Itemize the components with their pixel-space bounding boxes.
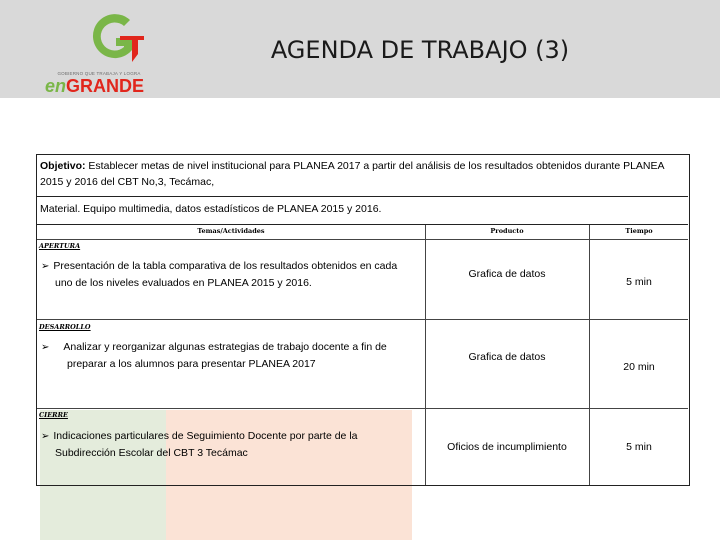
g-logo-icon bbox=[86, 10, 152, 66]
activity-apertura-line2: uno de los niveles evaluados en PLANEA 2015 y 2016. bbox=[55, 277, 312, 289]
header-row-divider bbox=[37, 239, 688, 240]
producto-desarrollo: Grafica de datos bbox=[468, 351, 546, 363]
header-producto: Producto bbox=[490, 227, 524, 235]
activity-apertura-line1: Presentación de la tabla comparativa de los resultados obtenidos en cada bbox=[53, 260, 398, 272]
activity-cierre-line2: Subdirección Escolar del CBT 3 Tecámac bbox=[55, 447, 248, 459]
arrow-bullet-icon: ➢ bbox=[41, 342, 50, 353]
producto-cierre: Oficios de incumplimiento bbox=[447, 441, 567, 453]
activity-apertura bbox=[41, 258, 421, 292]
section-divider-1 bbox=[37, 319, 688, 320]
material-text: Equipo multimedia, datos estadísticos de PLANEA 2015 y 2016. bbox=[80, 203, 382, 215]
arrow-bullet-icon: ➢ bbox=[41, 431, 50, 442]
material-label: Material. bbox=[40, 203, 81, 215]
logo-word-grande: GRANDE bbox=[66, 76, 145, 96]
tiempo-cierre: 5 min bbox=[626, 441, 652, 453]
logo-word bbox=[45, 77, 144, 95]
producto-apertura: Grafica de datos bbox=[468, 268, 546, 280]
activity-desarrollo bbox=[41, 339, 421, 373]
activity-desarrollo-line2: preparar a los alumnos para presentar PLANEA 2017 bbox=[67, 358, 316, 370]
logo-slogan: GOBIERNO QUE TRABAJA Y LOGRA bbox=[57, 71, 141, 76]
page-title: AGENDA DE TRABAJO (3) bbox=[270, 36, 570, 64]
objetivo-label: Objetivo: bbox=[40, 160, 86, 172]
objetivo-box bbox=[37, 155, 688, 197]
arrow-bullet-icon: ➢ bbox=[41, 261, 50, 272]
header-temas: Temas/Actividades bbox=[197, 227, 265, 235]
logo-word-en: en bbox=[45, 76, 67, 96]
activity-cierre bbox=[41, 428, 421, 462]
engrande-logo bbox=[40, 8, 152, 96]
section-desarrollo: DESARROLLO bbox=[39, 323, 91, 331]
agenda-document bbox=[36, 154, 690, 486]
section-divider-2 bbox=[37, 408, 688, 409]
activity-desarrollo-line1: Analizar y reorganizar algunas estrategias de trabajo docente a fin de bbox=[63, 341, 387, 353]
section-apertura: APERTURA bbox=[39, 242, 81, 250]
activity-cierre-line1: Indicaciones particulares de Seguimiento Docente por parte de la bbox=[53, 430, 358, 442]
section-cierre: CIERRE bbox=[39, 411, 68, 419]
header-tiempo: Tiempo bbox=[625, 227, 653, 235]
objetivo-text: Establecer metas de nivel institucional para PLANEA 2017 a partir del análisis de los resultados obtenidos durante PLANEA 2015 y 2016 del CBT No,3, Tecámac, bbox=[40, 160, 664, 188]
tiempo-apertura: 5 min bbox=[626, 276, 652, 288]
tiempo-desarrollo: 20 min bbox=[623, 361, 655, 373]
material-box bbox=[37, 199, 688, 225]
